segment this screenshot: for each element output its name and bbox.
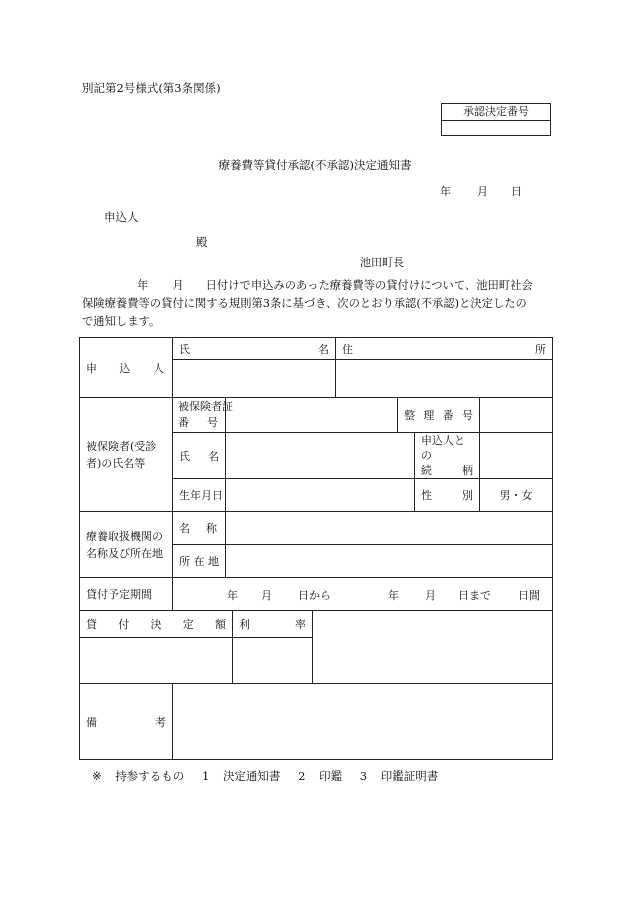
form-reference: 別記第2号様式(第3条関係) bbox=[82, 81, 221, 95]
card-number-field[interactable] bbox=[226, 398, 398, 433]
honorific: 殿 bbox=[196, 235, 208, 249]
bring-items-note bbox=[92, 768, 438, 784]
amount-label: 貸 付 決 定 額 bbox=[80, 611, 233, 638]
note-item2-number: 2 bbox=[298, 769, 306, 783]
note-item1: 決定通知書 bbox=[222, 769, 281, 783]
amount-rate-extra bbox=[313, 611, 553, 684]
note-item3: 印鑑証明書 bbox=[380, 769, 439, 783]
period-from-year: 年 bbox=[227, 589, 238, 602]
institution-address-field[interactable] bbox=[226, 545, 553, 578]
date-day: 日 bbox=[511, 185, 522, 198]
body-line3: で通知します。 bbox=[82, 315, 161, 328]
relation-label: 申込人との 続 柄 bbox=[415, 433, 480, 479]
body-line2: 保険療養費等の貸付に関する規則第3条に基づき、次のとおり承認(不承認)と決定したの bbox=[82, 297, 527, 310]
note-item3-number: 3 bbox=[359, 769, 368, 783]
issuer: 池田町長 bbox=[360, 256, 404, 269]
date-month: 月 bbox=[477, 185, 488, 198]
card-number-label: 被 保 険 者 証 番 号 bbox=[173, 398, 226, 433]
institution-name-label: 名 称 bbox=[173, 512, 226, 545]
sex-label: 性 別 bbox=[415, 479, 480, 512]
period-from-month: 月 bbox=[261, 589, 272, 602]
institution-name-field[interactable] bbox=[226, 512, 553, 545]
insured-name-field[interactable] bbox=[226, 433, 415, 479]
applicant-label: 申込人 bbox=[104, 210, 139, 224]
amount-field[interactable] bbox=[80, 638, 233, 684]
note-mark: ※ bbox=[92, 769, 102, 783]
notice-body bbox=[82, 277, 552, 331]
period-field[interactable] bbox=[173, 578, 553, 611]
body-month: 月 bbox=[172, 279, 184, 292]
relation-field[interactable] bbox=[480, 433, 553, 479]
period-to-year: 年 bbox=[388, 589, 399, 602]
note-label: 持参するもの bbox=[115, 769, 185, 783]
date-year: 年 bbox=[440, 185, 451, 198]
period-from-day: 日から bbox=[298, 589, 331, 602]
applicant-address-field[interactable] bbox=[336, 360, 553, 398]
dob-field[interactable] bbox=[226, 479, 415, 512]
rate-label: 利 率 bbox=[233, 611, 313, 638]
note-item1-number: 1 bbox=[201, 769, 210, 783]
institution-address-label: 所 在 地 bbox=[173, 545, 226, 578]
note-item2: 印鑑 bbox=[319, 769, 343, 783]
institution-group-label: 療養取扱機関の 名称及び所在地 bbox=[80, 512, 173, 578]
sex-value[interactable]: 男・女 bbox=[480, 479, 553, 512]
approval-number-box bbox=[441, 103, 551, 136]
period-to-day: 日まで bbox=[458, 589, 491, 602]
notice-form-table bbox=[79, 337, 553, 760]
rate-field[interactable] bbox=[233, 638, 313, 684]
name-label-cell: 氏 名 bbox=[173, 338, 336, 360]
address-label-cell: 住 所 bbox=[336, 338, 553, 360]
remarks-field[interactable] bbox=[173, 684, 553, 760]
insured-group-label: 被保険者(受診者)の氏名等 bbox=[80, 398, 173, 512]
applicant-name-field[interactable] bbox=[173, 360, 336, 398]
approval-number-label: 承認決定番号 bbox=[442, 104, 550, 121]
period-label: 貸付予定期間 bbox=[80, 578, 173, 611]
dob-label: 生 年 月 日 bbox=[173, 479, 226, 512]
ref-number-label: 整 理 番 号 bbox=[398, 398, 480, 433]
period-to-month: 月 bbox=[425, 589, 436, 602]
applicant-row-label: 申 込 人 bbox=[80, 338, 173, 398]
approval-number-field[interactable] bbox=[442, 121, 550, 136]
ref-number-field[interactable] bbox=[480, 398, 553, 433]
insured-name-label: 氏 名 bbox=[173, 433, 226, 479]
remarks-label: 備 考 bbox=[80, 684, 173, 760]
period-days: 日間 bbox=[518, 589, 540, 602]
body-line1: 日付けで申込みのあった療養費等の貸付けについて、池田町社会 bbox=[205, 279, 533, 292]
body-year: 年 bbox=[137, 279, 149, 292]
document-title: 療養費等貸付承認(不承認)決定通知書 bbox=[218, 158, 412, 172]
